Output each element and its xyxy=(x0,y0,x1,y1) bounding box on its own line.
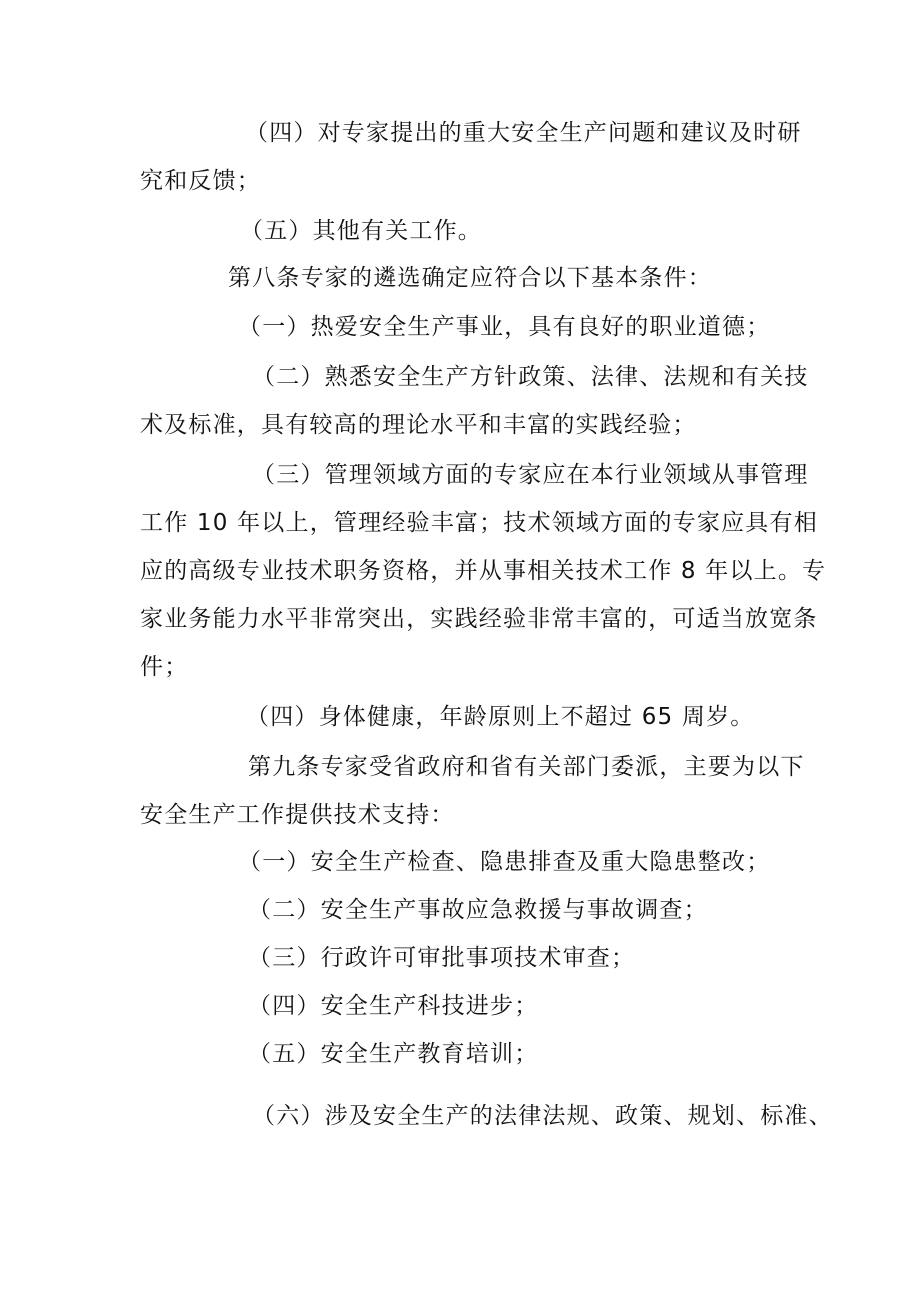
paragraph-article-9 xyxy=(140,743,805,839)
line: 安全生产工作提供技术支持： xyxy=(140,802,455,828)
paragraph-support-4 xyxy=(140,982,790,1030)
line: （二）熟悉安全生产方针政策、法律、法规和有关技 xyxy=(252,364,809,390)
paragraph-condition-3 xyxy=(140,451,827,691)
paragraph-support-2 xyxy=(140,886,790,934)
line: 应的高级专业技术职务资格，并从事相关技术工作 8 年以上。专 xyxy=(140,558,827,584)
line: （一）安全生产检查、隐患排查及重大隐患整改； xyxy=(238,849,771,875)
line: （四）对专家提出的重大安全生产问题和建议及时研 xyxy=(245,120,802,146)
line: 第九条专家受省政府和省有关部门委派，主要为以下 xyxy=(248,754,805,780)
paragraph-condition-2 xyxy=(140,353,809,449)
paragraph-item-4-response xyxy=(140,109,802,205)
line: （二）安全生产事故应急救援与事故调查； xyxy=(248,897,708,923)
paragraph-support-6 xyxy=(140,1092,833,1140)
paragraph-condition-4 xyxy=(140,693,790,741)
line: （四）身体健康，年龄原则上不超过 65 周岁。 xyxy=(246,704,755,730)
paragraph-support-3 xyxy=(140,934,790,982)
paragraph-article-8 xyxy=(140,254,790,302)
line: 件； xyxy=(140,654,189,680)
line: （五）安全生产教育培训； xyxy=(248,1041,539,1067)
line: （三）管理领域方面的专家应在本行业领域从事管理 xyxy=(252,462,809,488)
line: 究和反馈； xyxy=(140,168,261,194)
paragraph-condition-1 xyxy=(140,303,790,351)
line: （六）涉及安全生产的法律法规、政策、规划、标准、 xyxy=(252,1103,833,1129)
paragraph-item-5-other xyxy=(140,207,790,255)
line: （四）安全生产科技进步； xyxy=(248,993,539,1019)
line: 家业务能力水平非常突出，实践经验非常丰富的，可适当放宽条 xyxy=(140,606,818,632)
line: （一）热爱安全生产事业，具有良好的职业道德； xyxy=(238,314,771,340)
line: （三）行政许可审批事项技术审查； xyxy=(248,945,636,971)
line: 术及标准，具有较高的理论水平和丰富的实践经验； xyxy=(140,412,697,438)
paragraph-support-1 xyxy=(140,838,790,886)
paragraph-support-5 xyxy=(140,1030,790,1078)
line: （五）其他有关工作。 xyxy=(240,218,482,244)
line: 工作 10 年以上，管理经验丰富；技术领域方面的专家应具有相 xyxy=(140,510,818,536)
line: 第八条专家的遴选确定应符合以下基本条件： xyxy=(228,265,712,291)
